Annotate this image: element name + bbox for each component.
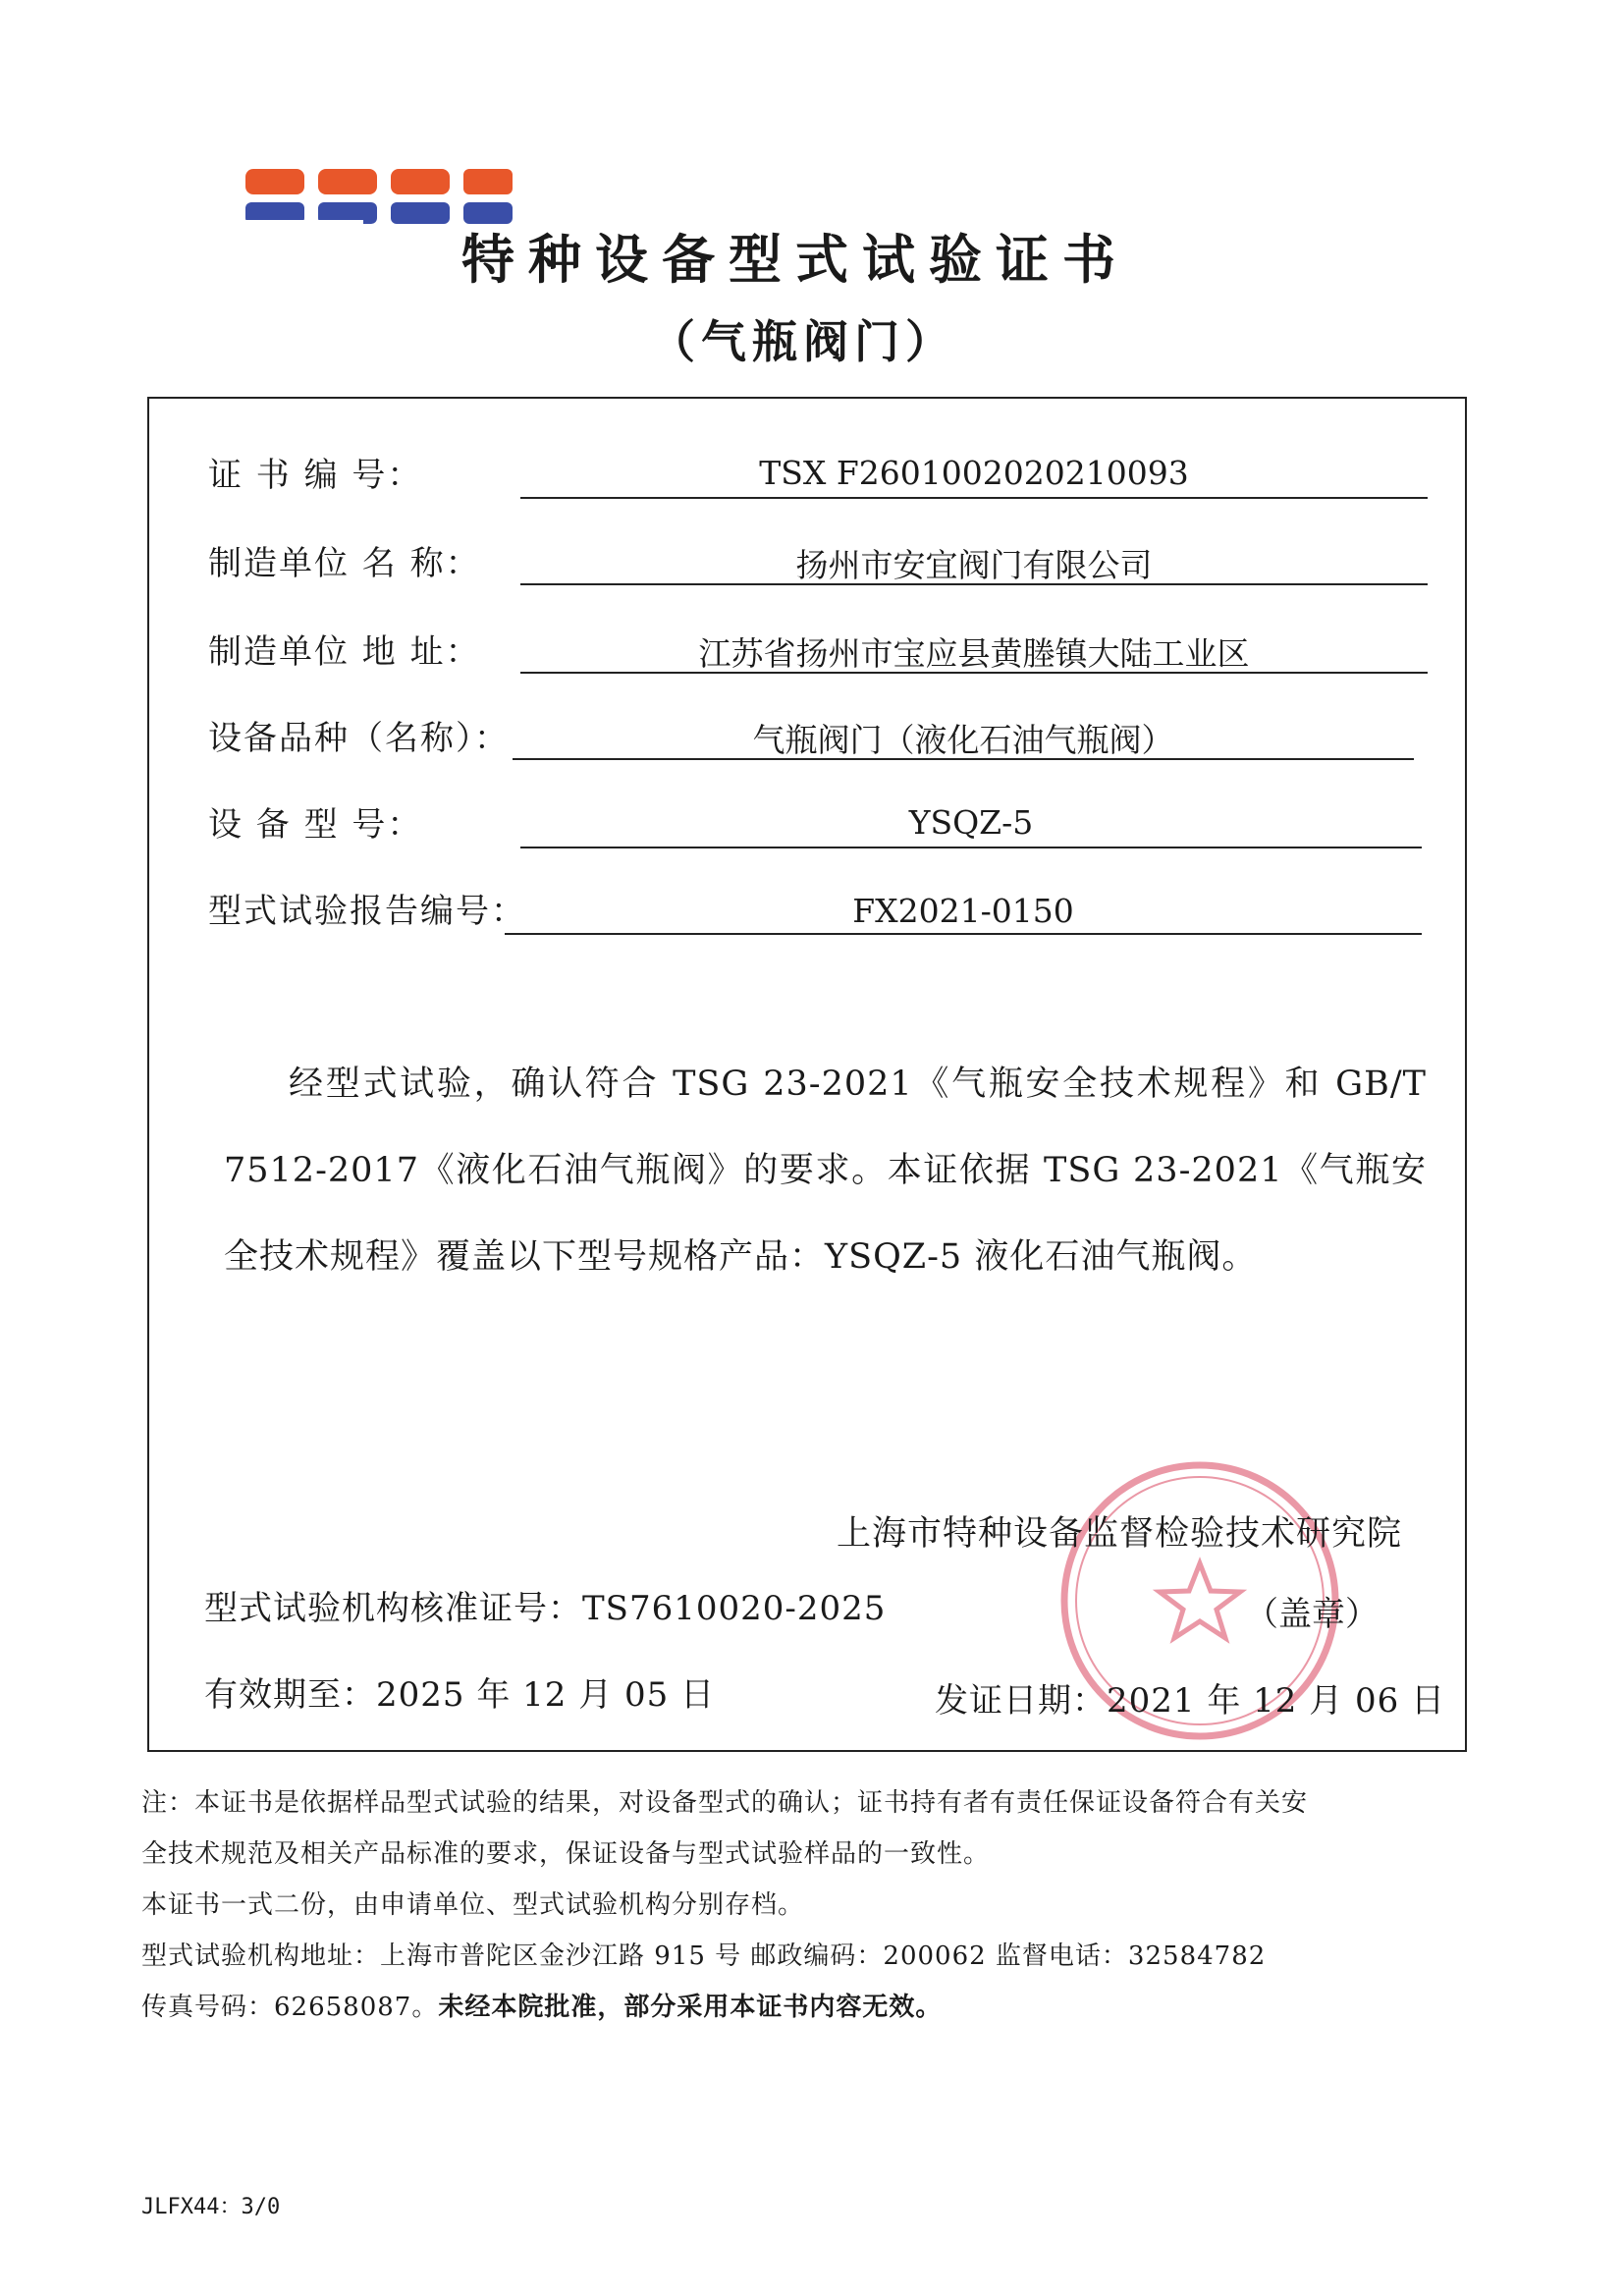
institution-name: 上海市特种设备监督检验技术研究院 [837,1514,1403,1554]
equipment-model-label: 设 备 型 号： [208,805,423,845]
certificate-title: 特种设备型式试验证书 [461,228,1129,291]
manufacturer-name-label: 制造单位 名 称： [208,544,481,583]
note-line-1: 注：本证书是依据样品型式试验的结果，对设备型式的确认；证书持有者有责任保证设备符合有关安 [141,1788,1309,1818]
notes-section [141,1777,1487,2033]
equipment-variety-label: 设备品种（名称）： [208,719,510,758]
certificate-subtitle: （气瓶阀门） [650,315,956,368]
valid-until: 有效期至：2025 年 12 月 05 日 [204,1675,716,1715]
manufacturer-address-value: 江苏省扬州市宝应县黄塍镇大陆工业区 [698,634,1250,673]
certificate-number-underline [520,497,1428,499]
issue-date: 发证日期：2021 年 12 月 06 日 [935,1681,1446,1721]
equipment-variety-value: 气瓶阀门（液化石油气瓶阀） [752,721,1174,759]
usage-warning: 未经本院批准，部分采用本证书内容无效。 [438,1993,943,2022]
test-report-number-label: 型式试验报告编号： [208,892,526,931]
logo-top-band [245,169,513,194]
form-code: JLFX44：3/0 [141,2195,281,2219]
fax-number: 传真号码：62658087。 [141,1993,439,2022]
manufacturer-address-underline [520,672,1428,674]
fax-line [141,1982,1487,2033]
note-line-2: 全技术规范及相关产品标准的要求，保证设备与型式试验样品的一致性。 [141,1839,991,1869]
seal-note: （盖章） [1245,1595,1379,1634]
conformity-statement: 经型式试验，确认符合 TSG 23-2021《气瓶安全技术规程》和 GB/T 7512-2017《液化石油气瓶阀》的要求。本证依据 TSG 23-2021《气瓶安全技术规程》覆盖以下型号规格产品：YSQZ-5 液化石油气瓶阀。 [224,1065,1427,1277]
equipment-model-value: YSQZ-5 [908,803,1034,842]
manufacturer-name-underline [520,583,1428,585]
note-line-3: 本证书一式二份，由申请单位、型式试验机构分别存档。 [141,1890,805,1920]
note-line-4: 型式试验机构地址：上海市普陀区金沙江路 915 号 邮政编码：200062 监督电话：32584782 [141,1941,1267,1971]
manufacturer-address-label: 制造单位 地 址： [208,632,481,672]
equipment-model-underline [520,847,1422,848]
equipment-variety-underline [513,758,1414,760]
certificate-number-label: 证 书 编 号： [208,456,423,495]
accreditation-number: 型式试验机构核准证号：TS7610020-2025 [204,1589,887,1628]
manufacturer-name-value: 扬州市安宜阀门有限公司 [795,546,1153,584]
test-report-number-value: FX2021-0150 [852,892,1074,930]
test-report-number-underline [505,933,1422,935]
certificate-number-value: TSX F2601002020210093 [759,454,1189,492]
